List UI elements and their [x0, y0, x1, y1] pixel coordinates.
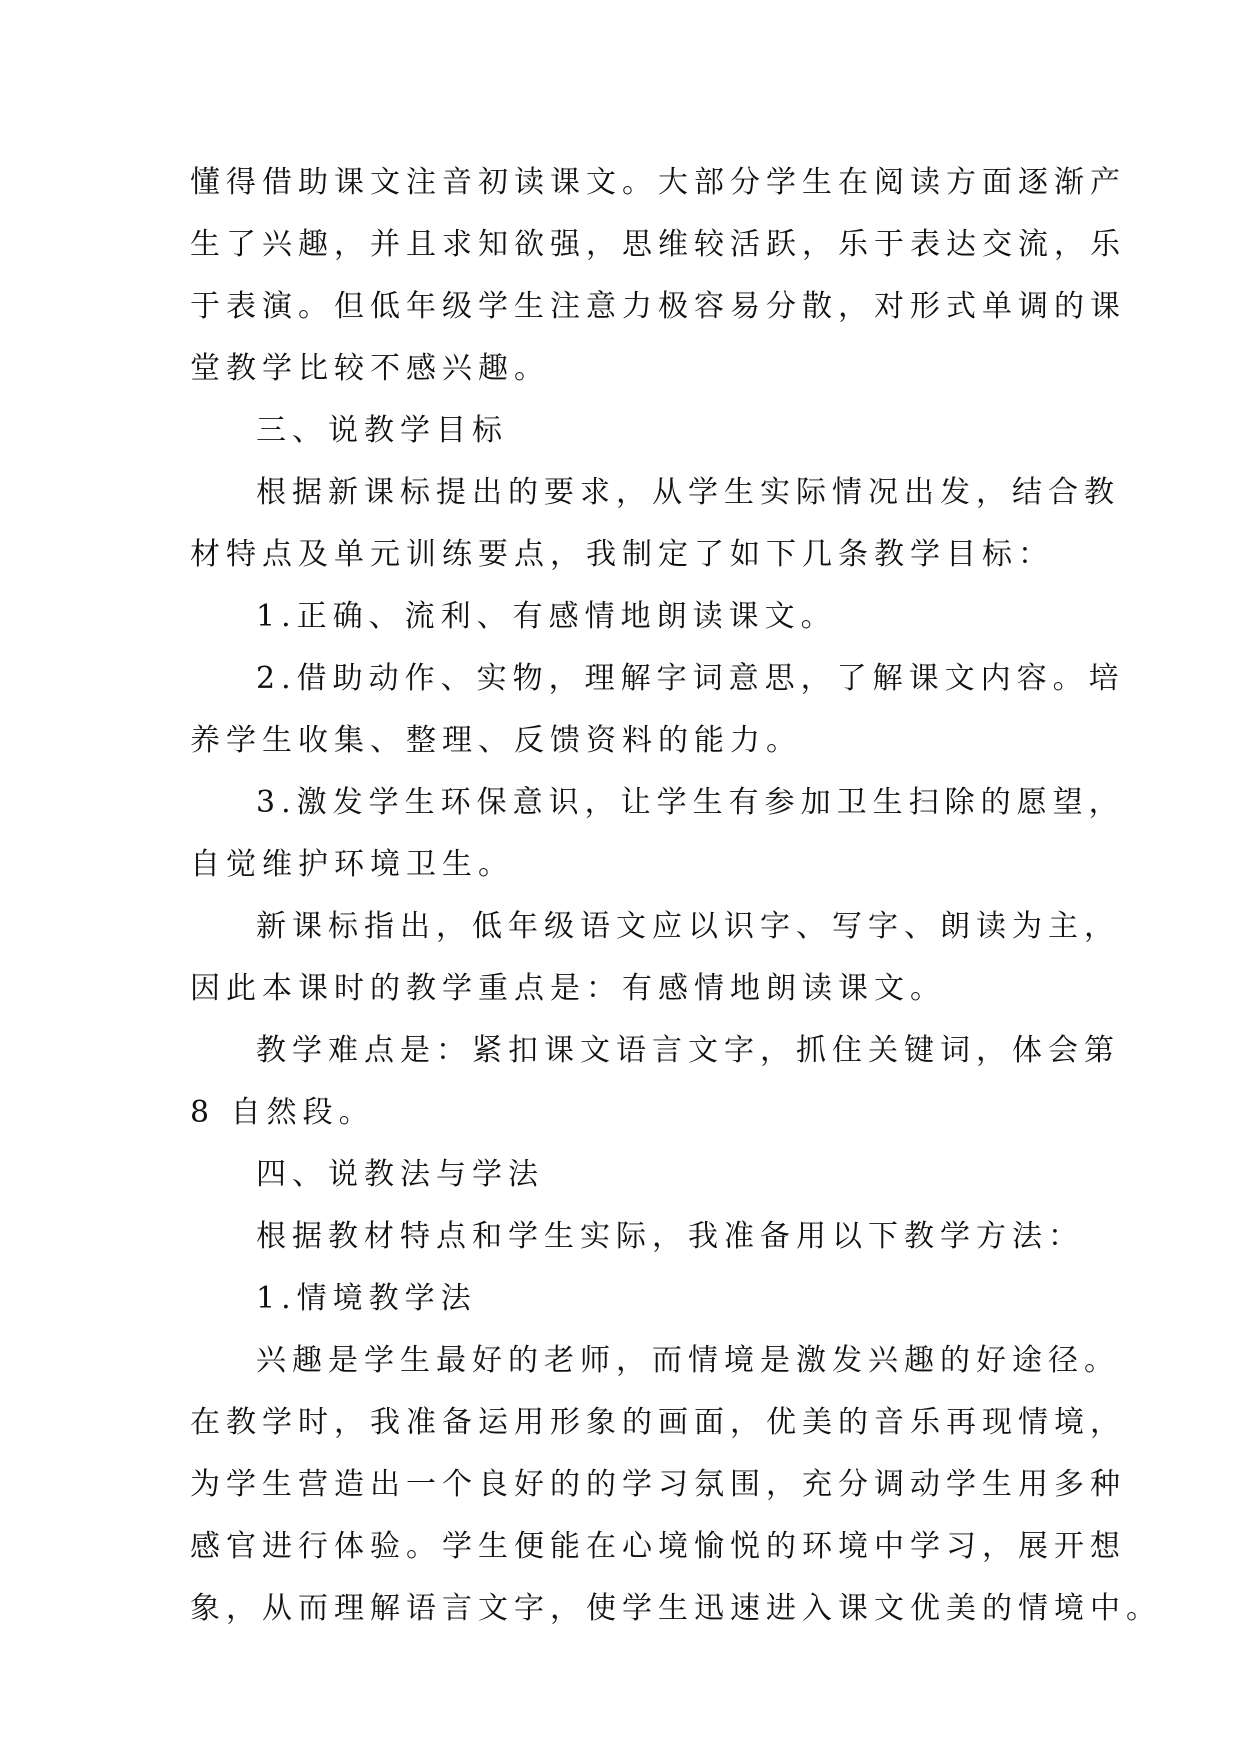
- text-line: 在教学时，我准备运用形象的画面，优美的音乐再现情境，: [190, 1405, 1126, 1440]
- text-line: 教学难点是：紧扣课文语言文字，抓住关键词，体会第: [256, 1033, 1120, 1068]
- text-line: 懂得借助课文注音初读课文。大部分学生在阅读方面逐渐产: [190, 165, 1126, 200]
- text-line: 8 自然段。: [190, 1095, 375, 1130]
- text-line: 根据教材特点和学生实际，我准备用以下教学方法：: [256, 1219, 1084, 1254]
- subsection-heading: 1.情境教学法: [256, 1281, 477, 1316]
- text-line: 象，从而理解语言文字，使学生迅速进入课文优美的情境中。: [190, 1591, 1162, 1626]
- text-line: 感官进行体验。学生便能在心境愉悦的环境中学习，展开想: [190, 1529, 1126, 1564]
- section-heading: 三、说教学目标: [256, 413, 508, 448]
- text-line: 兴趣是学生最好的老师，而情境是激发兴趣的好途径。: [256, 1343, 1120, 1378]
- text-line: 材特点及单元训练要点，我制定了如下几条教学目标：: [190, 537, 1054, 572]
- text-line: 为学生营造出一个良好的的学习氛围，充分调动学生用多种: [190, 1467, 1126, 1502]
- text-line: 生了兴趣，并且求知欲强，思维较活跃，乐于表达交流，乐: [190, 227, 1126, 262]
- text-line: 堂教学比较不感兴趣。: [190, 351, 550, 386]
- text-line: 新课标指出，低年级语文应以识字、写字、朗读为主，: [256, 909, 1120, 944]
- text-line: 根据新课标提出的要求，从学生实际情况出发，结合教: [256, 475, 1120, 510]
- list-item: 1.正确、流利、有感情地朗读课文。: [256, 599, 837, 634]
- text-line: 于表演。但低年级学生注意力极容易分散，对形式单调的课: [190, 289, 1126, 324]
- list-item: 3.激发学生环保意识，让学生有参加卫生扫除的愿望，: [256, 785, 1125, 820]
- text-line: 养学生收集、整理、反馈资料的能力。: [190, 723, 802, 758]
- text-line: 因此本课时的教学重点是：有感情地朗读课文。: [190, 971, 946, 1006]
- list-item: 2.借助动作、实物，理解字词意思，了解课文内容。培: [256, 661, 1125, 696]
- text-line: 自觉维护环境卫生。: [190, 847, 514, 882]
- section-heading: 四、说教法与学法: [256, 1157, 544, 1192]
